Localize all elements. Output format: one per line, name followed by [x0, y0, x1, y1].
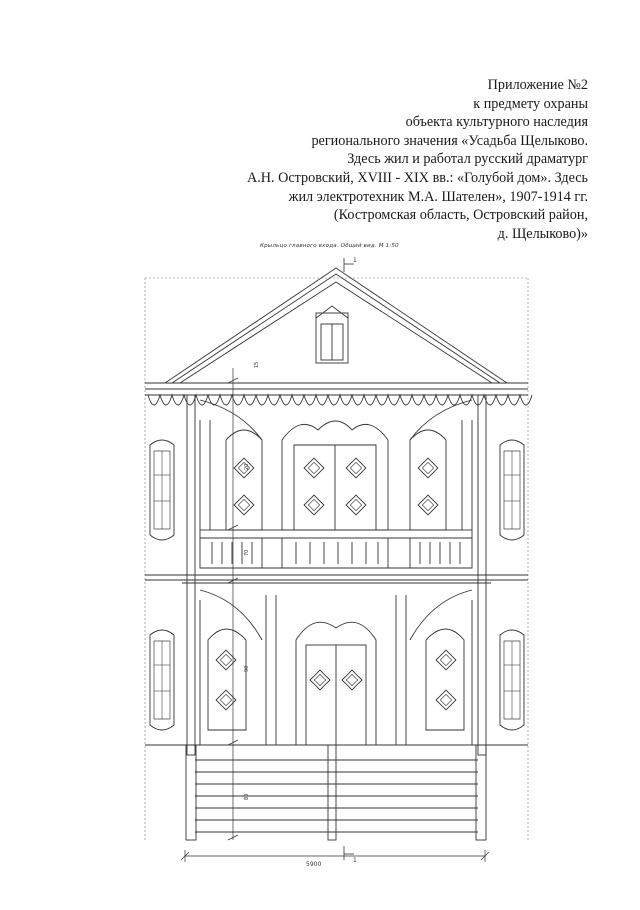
side-windows — [150, 440, 524, 730]
width-dimension-label: 5900 — [306, 861, 322, 868]
width-dimension — [181, 850, 489, 862]
caption-line-7: жил электротехник М.А. Шателен», 1907-1914 гг. — [288, 188, 588, 205]
lower-floor — [200, 590, 472, 745]
caption-line-5: Здесь жил и работал русский драматург — [347, 151, 588, 168]
caption-line-3: объекта культурного наследия — [405, 114, 588, 131]
upper-lozenges — [234, 458, 438, 515]
porch-columns — [182, 395, 491, 755]
roof-gable — [165, 268, 507, 383]
dim-label-2: 20 — [244, 463, 250, 470]
caption-line-8: (Костромская область, Островский район, — [333, 207, 588, 224]
caption-line-9: д. Щелыково)» — [497, 225, 588, 242]
balcony-balustrade — [200, 530, 472, 568]
cornice — [145, 383, 532, 405]
section-mark-bottom-label: 1 — [353, 857, 357, 864]
drawing-title: Крыльцо главного входа. Общий вид. М 1:50 — [260, 243, 399, 249]
upper-floor — [200, 400, 472, 530]
dim-label-1: 15 — [254, 361, 260, 368]
porch-steps — [186, 745, 486, 840]
caption-line-2: к предмету охраны — [473, 95, 588, 112]
caption-line-4: регионального значения «Усадьба Щелыково. — [311, 132, 588, 149]
dim-label-4: 90 — [244, 665, 250, 672]
caption-line-6: А.Н. Островский, XVIII - XIX вв.: «Голубой дом». Здесь — [247, 169, 588, 186]
dim-label-5: 80 — [244, 793, 250, 800]
wall-belts — [145, 575, 528, 745]
dim-label-3: 70 — [244, 549, 250, 556]
caption-line-1: Приложение №2 — [487, 77, 588, 93]
vertical-dimensions — [228, 368, 238, 840]
section-mark-top-label: 1 — [353, 257, 357, 264]
